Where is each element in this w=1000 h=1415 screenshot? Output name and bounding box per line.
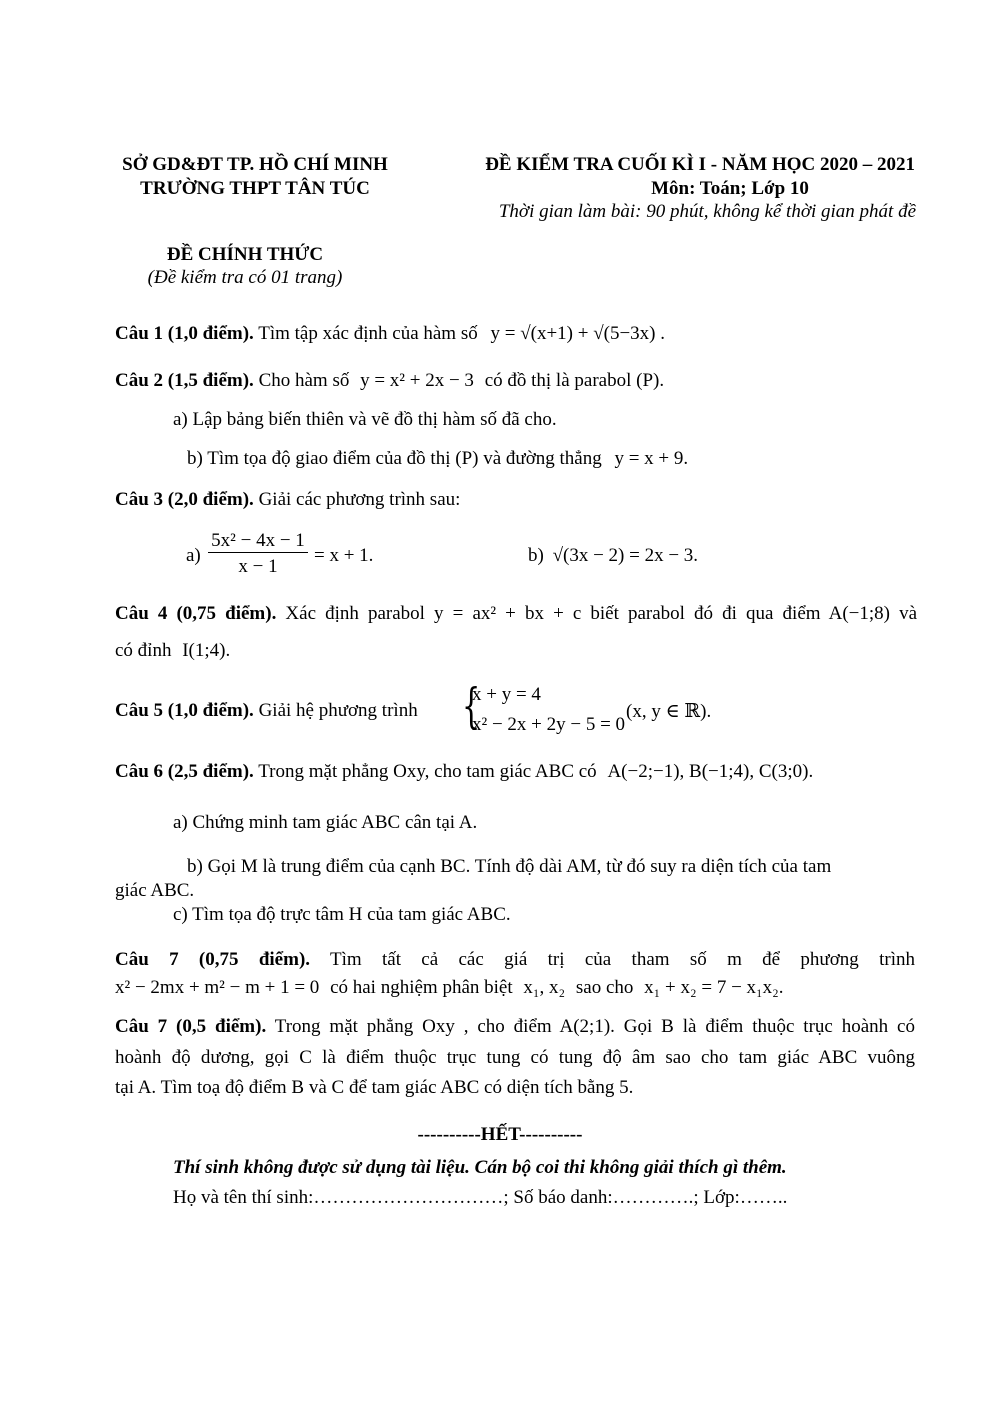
- question-text-2: có hai nghiệm phân biệt: [330, 977, 513, 998]
- question-label: Câu 7 (0,75 điểm).: [115, 949, 311, 970]
- official-label: ĐỀ CHÍNH THỨC: [166, 244, 324, 265]
- fraction: [208, 530, 308, 578]
- formula: √(3x − 2) = 2x − 3.: [552, 545, 699, 566]
- question-7: [115, 949, 915, 971]
- question-text-2: biết parabol đó đi qua điểm: [590, 603, 821, 624]
- end-marker: ----------HẾT----------: [417, 1124, 583, 1145]
- fraction-denominator: x − 1: [238, 556, 278, 577]
- question-2a: a) Lập bảng biến thiên và vẽ đồ thị hàm số đã cho.: [173, 409, 557, 430]
- question-5: [115, 700, 418, 722]
- formula: y = ax² + bx + c: [434, 603, 582, 624]
- question-text: Giải hệ phương trình: [258, 700, 418, 721]
- question-text: Trong mặt phẳng Oxy , cho điểm A(2;1). Gọi B là điểm thuộc trục hoành có: [274, 1016, 915, 1037]
- question-6a: a) Chứng minh tam giác ABC cân tại A.: [173, 812, 478, 833]
- vertex: I(1;4).: [182, 640, 231, 661]
- question-text-2: có đồ thị là parabol (P).: [484, 370, 665, 391]
- question-4-line2: [115, 640, 230, 662]
- question-text-3: sao cho: [575, 977, 634, 998]
- exam-note: Thí sinh không được sử dụng tài liệu. Cán bộ coi thi không giải thích gì thêm.: [173, 1157, 787, 1178]
- question-3a-prefix: a): [186, 545, 201, 566]
- question-1: [115, 323, 665, 345]
- formula: y = √(x+1) + √(5−3x) .: [490, 323, 666, 344]
- system-eq-2: x² − 2x + 2y − 5 = 0: [472, 714, 626, 735]
- condition: x₁ + x₂ = 7 − x₁x₂.: [644, 977, 784, 998]
- question-label: Câu 1 (1,0 điểm).: [115, 323, 254, 344]
- question-text-3: và: [899, 603, 917, 624]
- question-7-line2: [115, 977, 784, 999]
- exam-title: ĐỀ KIỂM TRA CUỐI KÌ I - NĂM HỌC 2020 – 2021: [485, 154, 915, 175]
- question-8-line2: hoành độ dương, gọi C là điểm thuộc trục tung có tung độ âm sao cho tam giác ABC vuông: [115, 1047, 915, 1068]
- fraction-numerator: 5x² − 4x − 1: [211, 530, 305, 551]
- question-3a-rhs: = x + 1.: [314, 545, 374, 566]
- point-a: A(−1;8): [828, 603, 890, 624]
- question-label: Câu 2 (1,5 điểm).: [115, 370, 254, 391]
- pages-note: (Đề kiểm tra có 01 trang): [147, 267, 343, 288]
- question-4: [115, 603, 917, 625]
- school-name: TRƯỜNG THPT TÂN TÚC: [140, 178, 370, 199]
- formula: y = x² + 2x − 3: [360, 370, 474, 391]
- question-label: Câu 6 (2,5 điểm).: [115, 761, 254, 782]
- formula: y = x + 9.: [614, 448, 689, 469]
- points: A(−2;−1), B(−1;4), C(3;0).: [607, 761, 814, 782]
- question-2: [115, 370, 664, 392]
- roots: x₁, x₂: [523, 977, 566, 998]
- question-label: Câu 7 (0,5 điểm).: [115, 1016, 267, 1037]
- question-3: [115, 489, 460, 511]
- question-8: [115, 1016, 915, 1038]
- question-label: Câu 4 (0,75 điểm).: [115, 603, 277, 624]
- department-name: SỞ GD&ĐT TP. HỒ CHÍ MINH: [122, 154, 388, 175]
- question-8-line3: tại A. Tìm toạ độ điểm B và C để tam giác ABC có diện tích bằng 5.: [115, 1077, 634, 1098]
- question-label: Câu 5 (1,0 điểm).: [115, 700, 254, 721]
- question-6b-cont: giác ABC.: [115, 880, 195, 901]
- time-line: Thời gian làm bài: 90 phút, không kể thời gian phát đề: [498, 201, 916, 222]
- question-3b-prefix: b): [528, 545, 544, 566]
- question-3b: [528, 545, 698, 567]
- question-2b: [187, 448, 688, 470]
- question-text: Giải các phương trình sau:: [258, 489, 461, 510]
- candidate-info-line: Họ và tên thí sinh:…………………………; Số báo danh:………….; Lớp:……..: [173, 1187, 788, 1208]
- question-text: Tìm tất cả các giá trị của tham số m để phương trình: [330, 949, 915, 970]
- question-text: Tìm tập xác định của hàm số: [258, 323, 478, 344]
- formula: x² − 2mx + m² − m + 1 = 0: [115, 977, 320, 998]
- system-eq-1: x + y = 4: [472, 684, 541, 705]
- question-text: có đỉnh: [115, 640, 172, 661]
- fraction-bar: [208, 552, 308, 553]
- question-text: Xác định parabol: [285, 603, 425, 624]
- system-brace: {: [462, 678, 481, 734]
- question-6b: b) Gọi M là trung điểm của cạnh BC. Tính độ dài AM, từ đó suy ra diện tích của tam: [187, 856, 832, 877]
- system-domain: (x, y ∈ ℝ).: [626, 701, 712, 722]
- question-text: Trong mặt phẳng Oxy, cho tam giác ABC có: [258, 761, 597, 782]
- question-6: [115, 761, 813, 783]
- question-text: b) Tìm tọa độ giao điểm của đồ thị (P) và đường thẳng: [187, 448, 602, 469]
- question-6c: c) Tìm tọa độ trực tâm H của tam giác ABC.: [173, 904, 511, 925]
- question-label: Câu 3 (2,0 điểm).: [115, 489, 254, 510]
- question-text: Cho hàm số: [258, 370, 350, 391]
- subject-line: Môn: Toán; Lớp 10: [651, 178, 809, 199]
